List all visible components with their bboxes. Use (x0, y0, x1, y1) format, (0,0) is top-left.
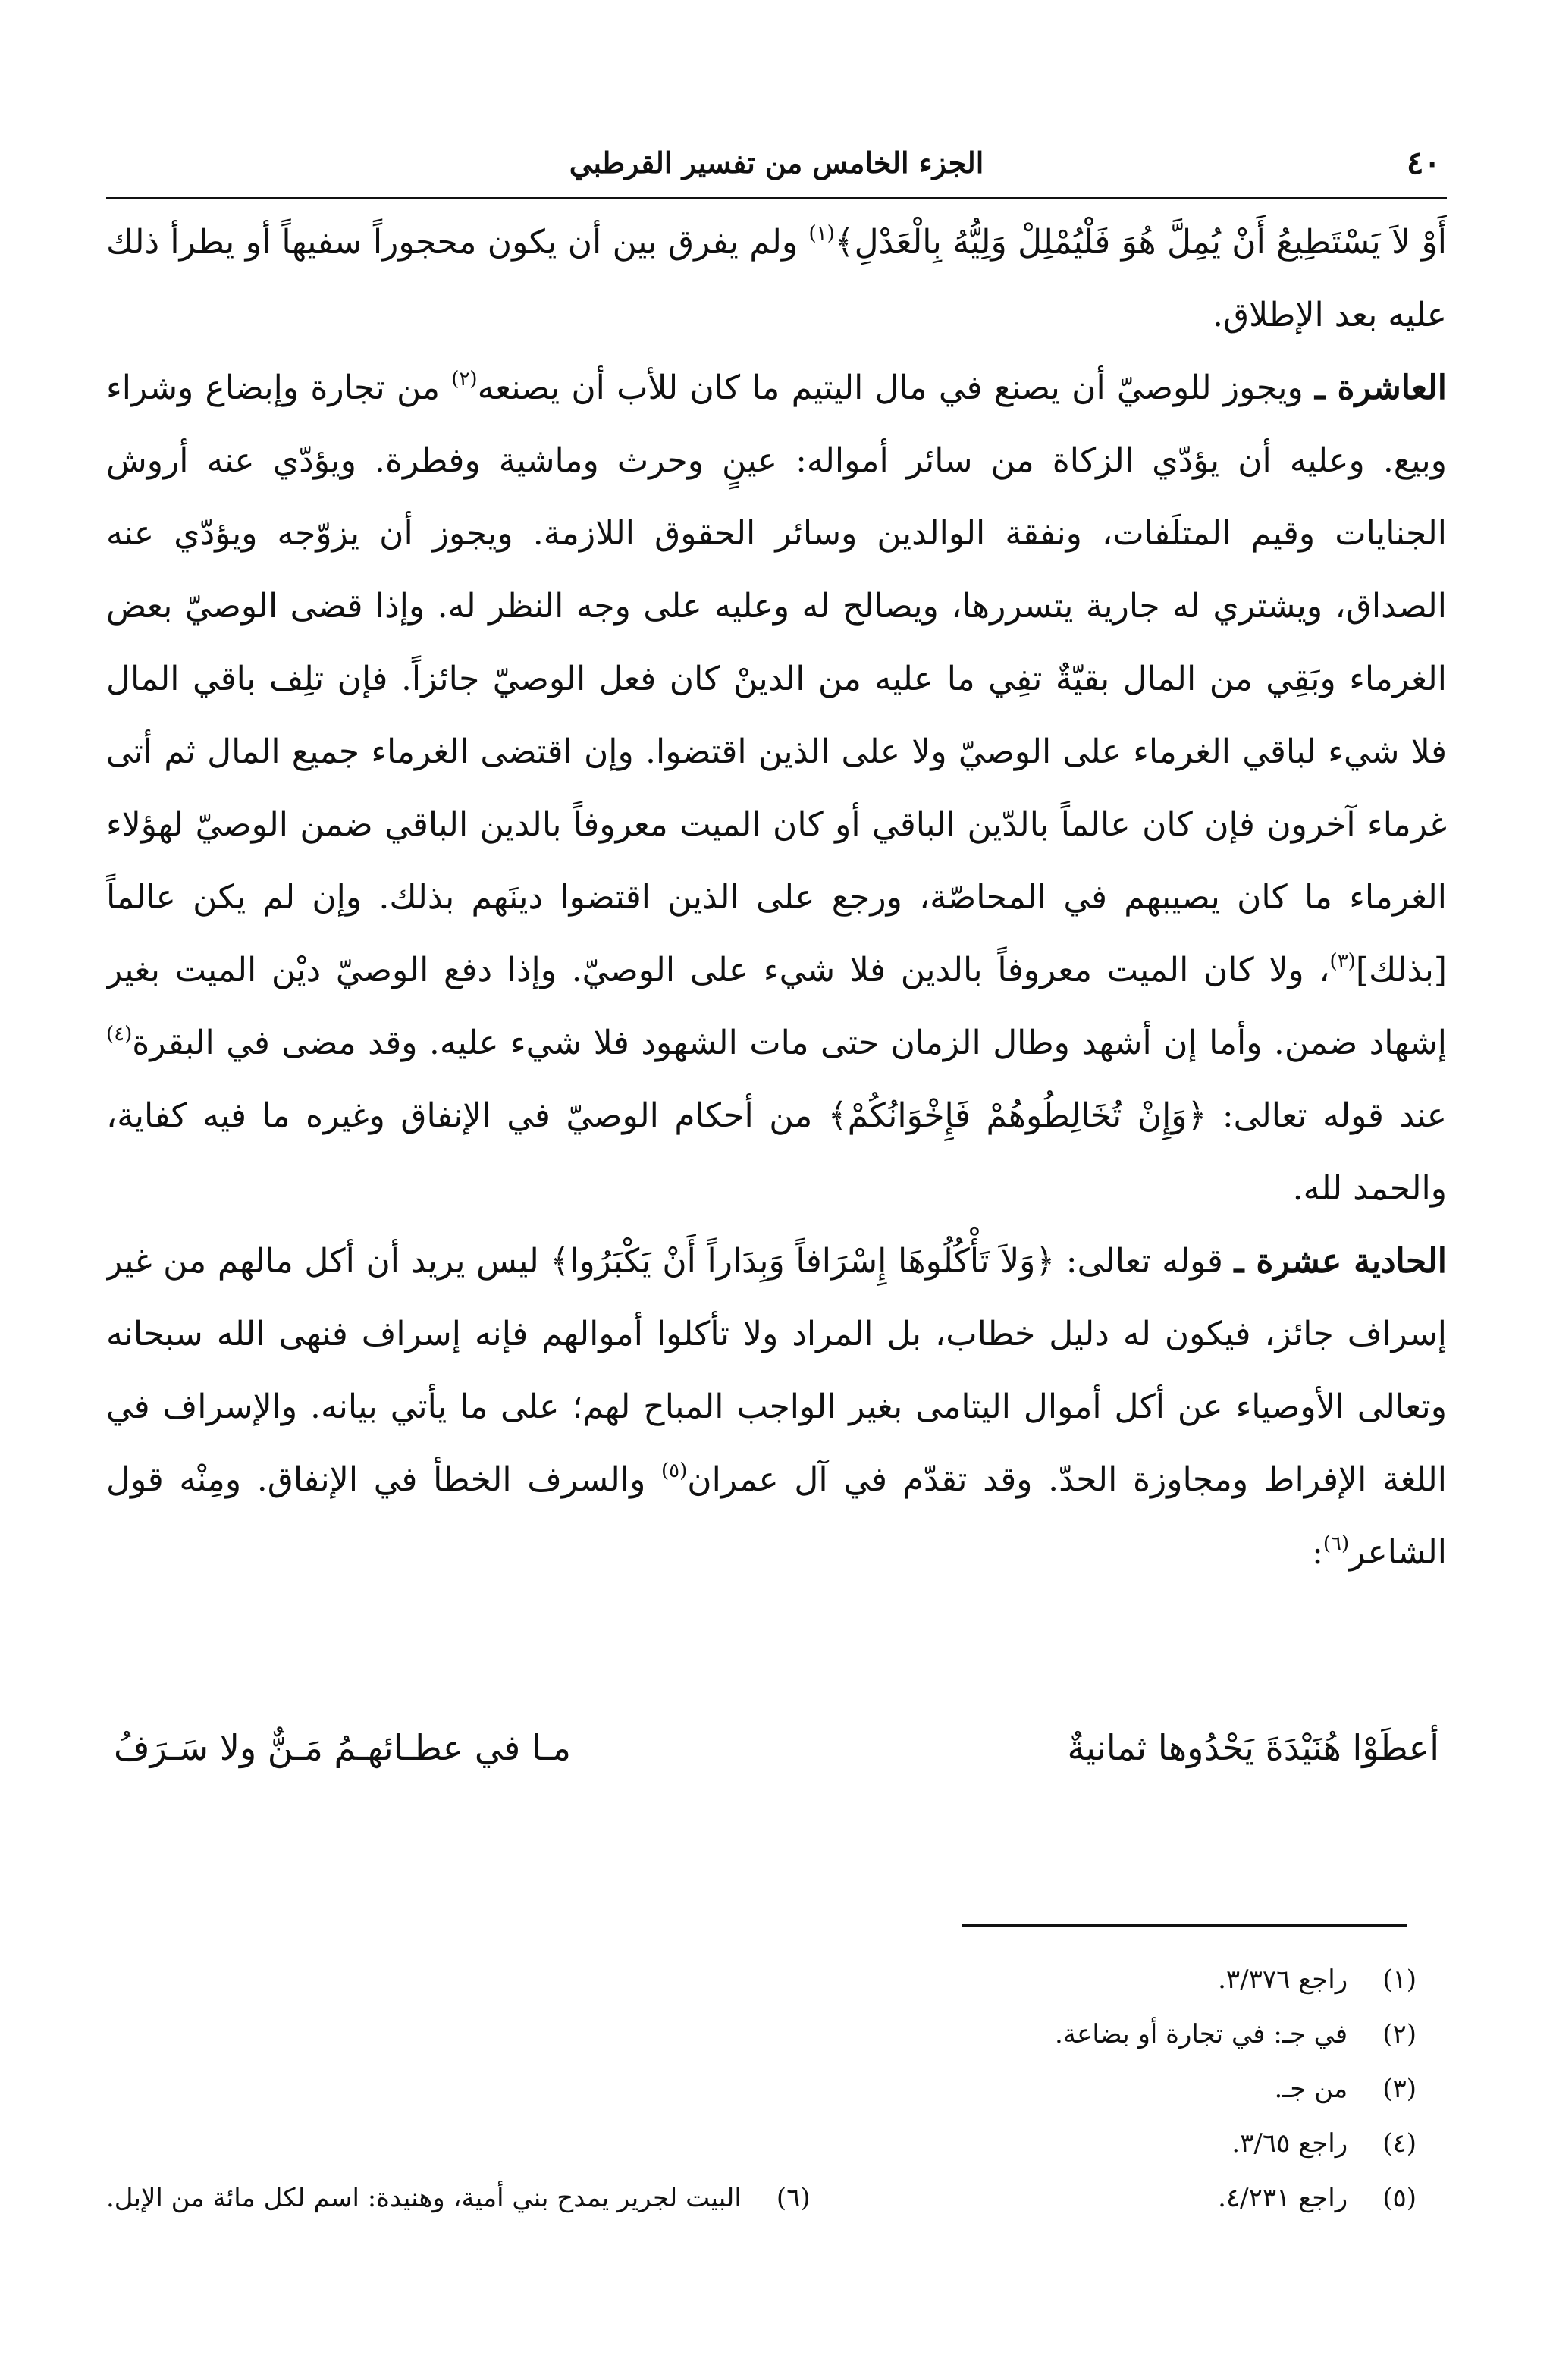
page-header (106, 144, 1447, 199)
paragraph-text: ، ولا كان الميت معروفاً بالدين فلا شيء على الوصيّ. وإذا دفع الوصيّ ديْن الميت بغير إشهاد ضمن. وأما إن أشهد وطال الزمان حتى مات الشهود فلا شيء عليه. وقد مضى في البقرة (106, 951, 1447, 1062)
paragraph-text: من تجارة وإبضاع وشراء وبيع. وعليه أن يؤدّي الزكاة من سائر أمواله: عينٍ وحرث وماشية وفطرة. ويؤدّي عنه أروش الجنايات وقيم المتلَفات، ونفقة الوالدين وسائر الحقوق اللازمة. ويجوز أن يزوّجه ويؤدّي عنه الصداق، ويشتري له جارية يتسررها، ويصالح له وعليه على وجه النظر له. وإذا قضى الوصيّ بعض الغرماء وبَقِي من المال بقيّةٌ تفِي ما عليه من الدينْ كان فعل الوصيّ جائزاً. فإن تلِف باقي المال فلا شيء لباقي الغرماء على الوصيّ ولا على الذين اقتضوا. وإن اقتضى الغرماء جميع المال ثم أتى غرماء آخرون فإن كان عالماً بالدّين الباقي أو كان الميت معروفاً بالدين الباقي ضمن الوصيّ لهؤلاء الغرماء ما كان يصيبهم في المحاصّة، ورجع على الذين اقتضوا دينَهم بذلك. وإن لم يكن عالماً [بذلك] (106, 368, 1447, 989)
section-lead: العاشرة ـ (1315, 368, 1447, 407)
footnote-number: (٣) (1382, 2074, 1417, 2104)
paragraph-text: عند قوله تعالى: ﴿وَإِنْ تُخَالِطُوهُمْ فَإِخْوَانُكُمْ﴾ من أحكام الوصيّ في الإنفاق وغيره ما فيه كفاية، والحمد لله. (106, 1096, 1447, 1208)
footnote-ref-5: (٥) (660, 1460, 688, 1482)
footnote-item (106, 2116, 1417, 2171)
footnote-item (106, 2062, 1417, 2116)
footnote-ref-4: (٤) (106, 1023, 133, 1046)
footnote-ref-1: (١) (808, 222, 835, 245)
footnote-number: (٥) (1382, 2183, 1417, 2213)
footnote-item (106, 2171, 811, 2225)
page-number: ٤٠ (1406, 144, 1441, 181)
paragraph-text: والسرف الخطأ في الإنفاق. ومِنْه قول الشاعر (106, 1460, 1447, 1572)
footnote-divider (962, 1924, 1407, 1927)
footnote-text: راجع ٣/٦٥. (1231, 2128, 1348, 2159)
paragraph-text: ولم يفرق بين أن يكون محجوراً سفيهاً أو يطرأ ذلك عليه بعد الإطلاق. (106, 223, 1447, 334)
paragraph-text: ويجوز للوصيّ أن يصنع في مال اليتيم ما كان للأب أن يصنعه (477, 368, 1316, 407)
footnote-ref-2: (٢) (451, 368, 478, 390)
quran-verse-continuation: أَوْ لاَ يَسْتَطِيعُ أَنْ يُمِلَّ هُوَ فَلْيُمْلِلْ وَلِيُّهُ بِالْعَدْلِ﴾ (834, 223, 1447, 262)
paragraph-eleventh (106, 1225, 1447, 1589)
footnote-text: راجع ٤/٢٣١. (1218, 2183, 1348, 2213)
verse-first-hemistich: أعطَوْا هُنَيْدَةَ يَحْدُوها ثمانيةٌ (1067, 1727, 1439, 1768)
paragraph-tenth (106, 352, 1447, 1225)
body-text (106, 206, 1447, 1776)
footnote-number: (٢) (1382, 2019, 1417, 2049)
running-title: الجزء الخامس من تفسير القرطبي (569, 146, 984, 180)
footnote-text: راجع ٣/٣٧٦. (1218, 1965, 1348, 1995)
poetry-verse (114, 1727, 1439, 1795)
section-lead: الحادية عشرة ـ (1234, 1242, 1447, 1281)
footnote-number: (٦) (776, 2183, 811, 2213)
paragraph-text: قوله تعالى: ﴿وَلاَ تَأْكُلُوهَا إِسْرَافاً وَبِدَاراً أَنْ يَكْبَرُوا﴾ ليس يريد أن أكل مالهم من غير إسراف جائز، فيكون له دليل خطاب، بل المراد ولا تأكلوا أموالهم فإنه إسراف فنهى الله سبحانه وتعالى الأوصياء عن أكل أموال اليتامى بغير الواجب المباح لهم؛ على ما يأتي بيانه. والإسراف في اللغة الإفراط ومجاوزة الحدّ. وقد تقدّم في آل عمران (106, 1242, 1447, 1499)
paragraph-text: : (1312, 1533, 1323, 1572)
footnote-number: (١) (1382, 1965, 1417, 1995)
paragraph-1 (106, 206, 1447, 352)
footnote-row (106, 2171, 1417, 2225)
verse-second-hemistich: مـا في عطـائهـمُ مَـنٌّ ولا سَـرَفُ (114, 1727, 572, 1768)
footnote-text: في جـ: في تجارة أو بضاعة. (1055, 2019, 1348, 2049)
footnote-text: من جـ. (1274, 2074, 1348, 2104)
footnote-number: (٤) (1382, 2128, 1417, 2159)
footnote-item (106, 2007, 1417, 2062)
footnote-ref-3: (٣) (1329, 950, 1356, 973)
footnotes (106, 1952, 1417, 2225)
footnote-ref-6: (٦) (1322, 1532, 1350, 1555)
footnote-item (1218, 2171, 1417, 2225)
footnote-item (106, 1952, 1417, 2007)
footnote-text: البيت لجرير يمدح بني أمية، وهنيدة: اسم لكل مائة من الإبل. (106, 2183, 742, 2213)
